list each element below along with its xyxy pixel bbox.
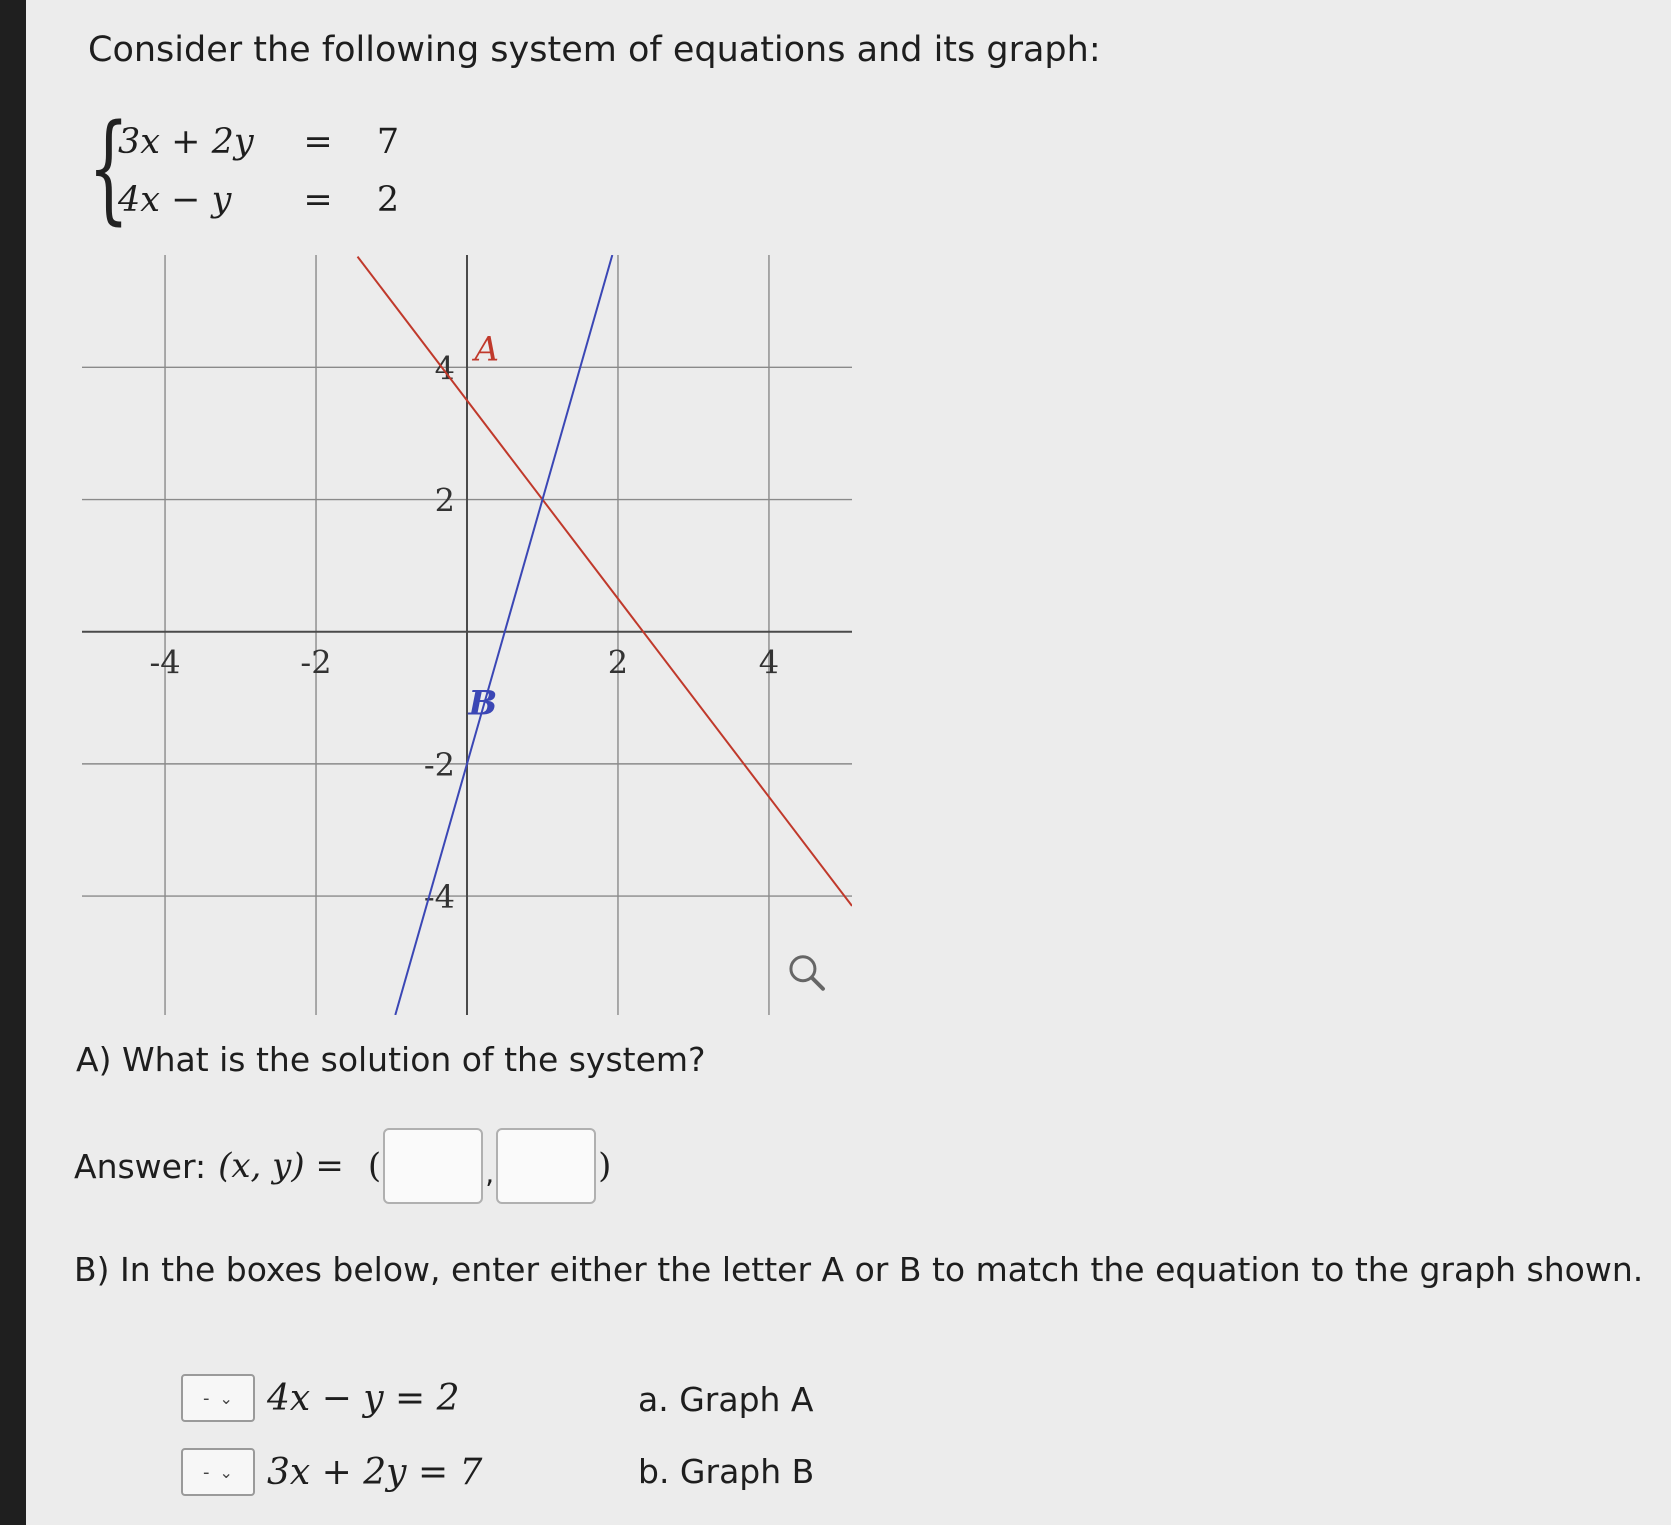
x-tick-label: -4 <box>149 643 181 682</box>
graph-container <box>82 255 852 1019</box>
y-tick-label: 4 <box>434 349 455 388</box>
match-row-1 <box>181 1372 460 1424</box>
equation-system <box>88 98 468 236</box>
equation-row-1 <box>118 114 428 170</box>
equation-row-2 <box>118 172 428 228</box>
series-label-a: A <box>474 329 500 370</box>
screen-bezel <box>0 0 26 1525</box>
y-tick-label: -4 <box>423 878 455 917</box>
equation-rhs: 7 <box>376 122 400 162</box>
y-tick-label: 2 <box>434 481 455 520</box>
zoom-icon[interactable] <box>791 957 823 989</box>
match-equation: 4x − y = 2 <box>267 1377 460 1419</box>
match-equation: 3x + 2y = 7 <box>267 1451 483 1493</box>
option-b: b. Graph B <box>638 1452 815 1491</box>
equation-rhs: 2 <box>376 180 400 220</box>
equation-operator: = <box>303 122 333 162</box>
question-page <box>26 0 1671 1525</box>
equation-lhs: 3x + 2y <box>118 122 254 162</box>
line-graph <box>82 255 852 1015</box>
chevron-down-icon: ⌄ <box>219 1462 233 1482</box>
x-tick-label: 4 <box>758 643 780 682</box>
select-value: - <box>203 1387 210 1409</box>
left-brace: { <box>88 98 130 236</box>
chevron-down-icon: ⌄ <box>219 1388 233 1408</box>
equation-lhs: 4x − y <box>118 180 232 220</box>
comma: , <box>485 1156 495 1190</box>
question-a: A) What is the solution of the system? <box>76 1040 706 1079</box>
x-tick-label: -2 <box>300 643 332 682</box>
equation-operator: = <box>303 180 333 220</box>
question-b: B) In the boxes below, enter either the letter A or B to match the equation to the graph shown. <box>74 1250 1644 1289</box>
select-value: - <box>203 1461 210 1483</box>
answer-label: Answer: <box>74 1146 207 1186</box>
y-tick-label: -2 <box>423 745 455 784</box>
close-paren: ) <box>598 1146 612 1186</box>
answer-x-input[interactable] <box>383 1128 483 1204</box>
option-a: a. Graph A <box>638 1380 814 1419</box>
answer-y-input[interactable] <box>496 1128 596 1204</box>
graph-select-2[interactable] <box>181 1448 255 1496</box>
open-paren: ( <box>367 1146 382 1186</box>
series-line-b <box>395 255 612 1015</box>
graph-select-1[interactable] <box>181 1374 255 1422</box>
series-label-b: B <box>468 683 498 724</box>
x-tick-label: 2 <box>607 643 629 682</box>
answer-row <box>74 1128 613 1204</box>
intro-text: Consider the following system of equations and its graph: <box>88 30 1101 70</box>
match-row-2 <box>181 1446 482 1498</box>
series-line-a <box>358 257 852 906</box>
answer-expression: (x, y) = <box>218 1146 344 1186</box>
